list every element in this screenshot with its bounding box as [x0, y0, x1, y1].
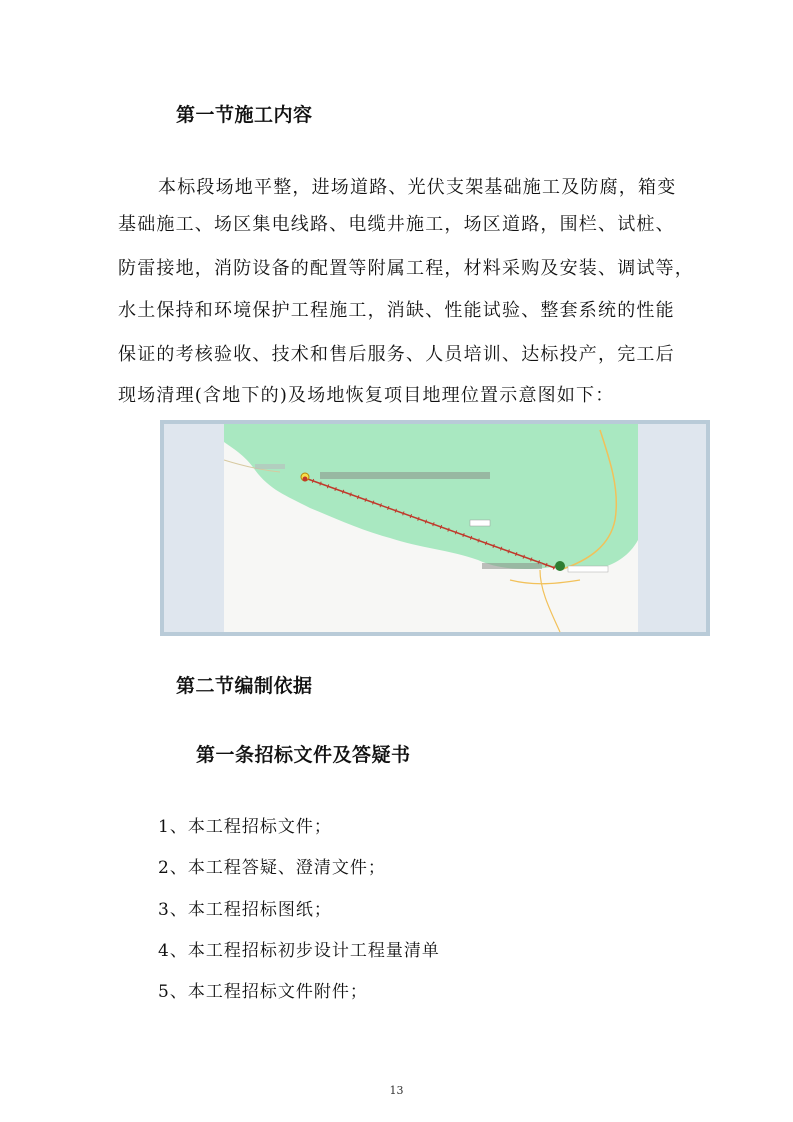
paragraph-line: 本标段场地平整，进场道路、光伏支架基础施工及防腐，箱变 — [158, 177, 677, 198]
location-map — [160, 420, 710, 636]
map-end-marker — [555, 561, 565, 571]
list-item: 3、本工程招标图纸； — [158, 900, 332, 920]
map-label-blur — [482, 563, 542, 569]
map-label-blur — [470, 520, 490, 526]
list-item: 2、本工程答疑、澄清文件； — [158, 858, 386, 878]
map-start-dot — [303, 477, 308, 482]
paragraph-line: 防雷接地，消防设备的配置等附属工程，材料采购及安装、调试等， — [118, 258, 694, 279]
paragraph-line: 水土保持和环境保护工程施工，消缺、性能试验、整套系统的性能 — [118, 300, 675, 321]
list-item: 5、本工程招标文件附件； — [158, 982, 368, 1002]
section-title: 第二节编制依据 — [176, 675, 313, 697]
list-item: 4、本工程招标初步设计工程量清单 — [158, 941, 440, 961]
map-label-blur — [255, 464, 285, 469]
paragraph-line: 保证的考核验收、技术和售后服务、人员培训、达标投产，完工后 — [118, 344, 675, 365]
paragraph-line: 现场清理(含地下的)及场地恢复项目地理位置示意图如下： — [118, 385, 615, 406]
section-title: 第一节施工内容 — [176, 104, 313, 126]
map-label-blur — [320, 472, 490, 479]
list-item: 1、本工程招标文件； — [158, 817, 332, 837]
subsection-title: 第一条招标文件及答疑书 — [196, 744, 411, 766]
paragraph-line: 基础施工、场区集电线路、电缆井施工，场区道路，围栏、试桩、 — [118, 214, 675, 235]
map-label-blur — [568, 566, 608, 572]
page-number: 13 — [389, 1084, 404, 1097]
